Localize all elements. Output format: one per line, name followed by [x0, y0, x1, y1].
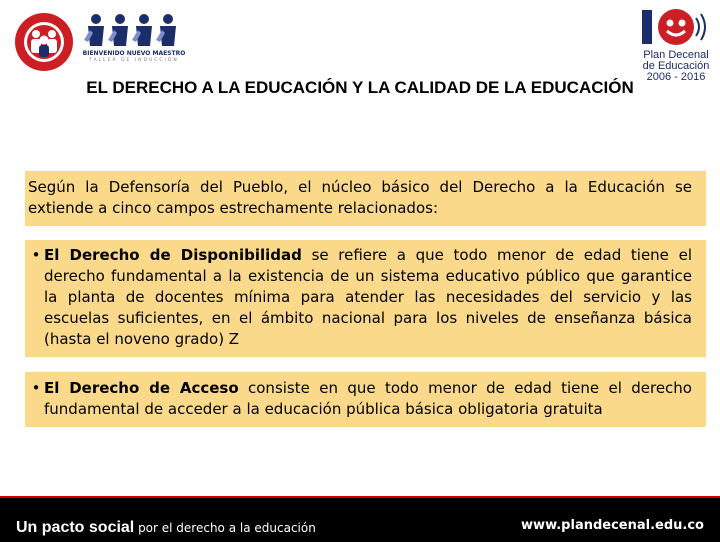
bullet-text: consiste en que todo menor de edad tiene el derecho fundamental de acceder a la educación pública básica obligatoria gratuita — [44, 379, 692, 418]
logo-mid-subcaption: TALLER DE INDUCCIÓN — [89, 58, 179, 63]
footer-slogan-bold: Un pacto social — [16, 519, 135, 536]
plan-decenal-10-icon — [636, 6, 716, 48]
plan-decenal-line2: de Educación — [642, 60, 710, 72]
bullet-box-acceso — [25, 372, 706, 427]
footer-url-link[interactable]: www.plandecenal.edu.co — [521, 518, 704, 533]
logo-infantil-maestro — [14, 12, 74, 76]
bullet-box-disponibilidad — [25, 240, 706, 357]
logo-plan-decenal — [636, 6, 716, 86]
logo-bienvenido-nuevo-maestro — [78, 12, 190, 70]
plan-decenal-years: 2006 - 2016 — [646, 71, 706, 83]
bullet-text: se refiere a que todo menor de edad tiene el derecho fundamental a la existencia de un sistema educativo público que garantice la planta de docentes mínima para atender las necesidades del servicio y las escuelas suficientes, en el ámbito nacional para los niveles de enseñanza básica (hasta el noveno grado) Z — [44, 246, 692, 348]
bullet-marker: • — [31, 379, 41, 397]
logo-infantil-maestro-icon — [14, 12, 74, 72]
people-group-icon — [78, 12, 190, 48]
footer-bar — [0, 496, 720, 542]
footer-slogan — [16, 517, 316, 537]
intro-box — [25, 171, 706, 226]
plan-decenal-line1: Plan Decenal — [643, 49, 709, 61]
footer-slogan-rest: por el derecho a la educación — [134, 521, 316, 535]
intro-text: Según la Defensoría del Pueblo, el núcleo básico del Derecho a la Educación se extiende a cinco campos estrechamente relacionados: — [28, 178, 692, 217]
page-title: EL DERECHO A LA EDUCACIÓN Y LA CALIDAD DE LA EDUCACIÓN — [86, 78, 634, 97]
bullet-term: El Derecho de Acceso — [44, 379, 239, 397]
logo-mid-caption: BIENVENIDO NUEVO MAESTRO — [82, 50, 186, 57]
bullet-marker: • — [31, 246, 41, 264]
bullet-term: El Derecho de Disponibilidad — [44, 246, 302, 264]
